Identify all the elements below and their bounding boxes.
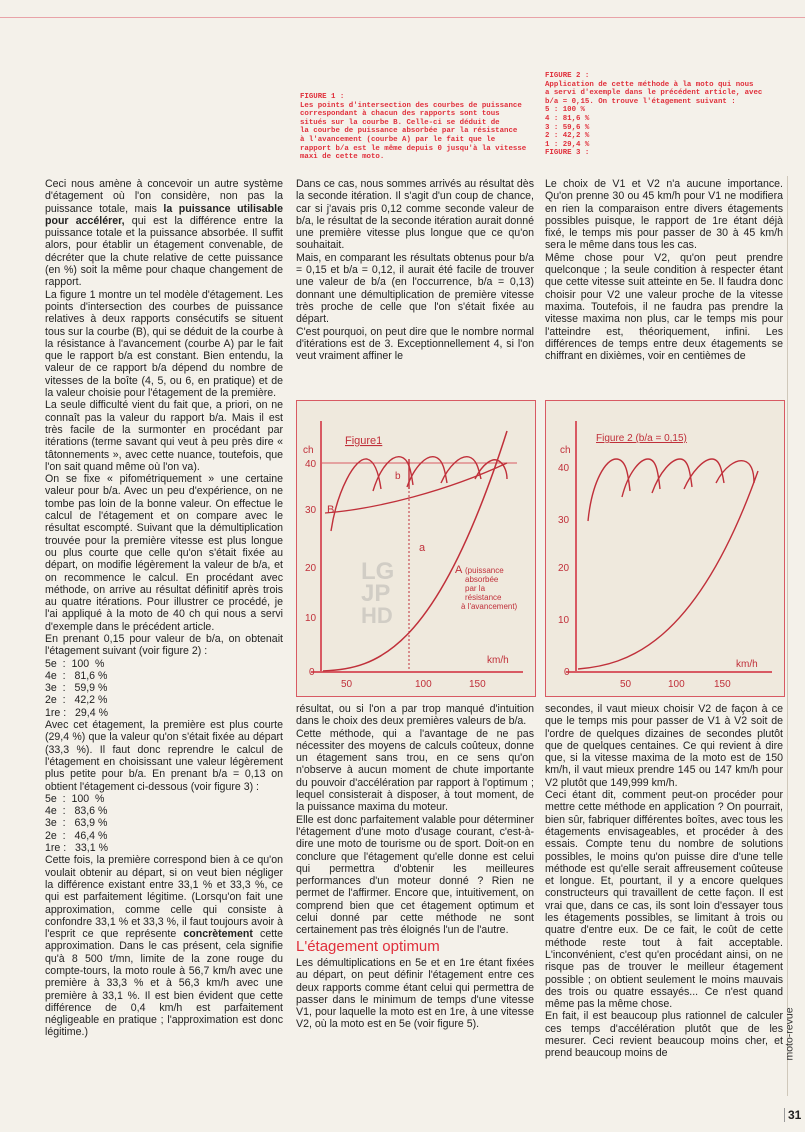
figure1-box bbox=[296, 400, 536, 697]
figure2-ytick-40: 40 bbox=[558, 463, 570, 474]
col3-paragraph-1: Le choix de V1 et V2 n'a aucune importance. Qu'on prenne 30 ou 45 km/h pour V1 ne modifiera en rien la comparaison entre divers étagements possibles puisque, le rapport de 1re étant déjà fixé, le temps mis pour passer de 30 à 45 km/h sera le même dans tous les cas. bbox=[545, 178, 783, 252]
col3-paragraph-3: secondes, il vaut mieux choisir V2 de façon à ce que le temps mis pour passer de V1 à V2 soit de l'ordre de quelques dizaines de secondes plutôt que de quelques centaines. Ce qui revient à dire que, si la vitesse maxima de la moto est de 150 km/h, il vaut mieux prendre 145 ou 147 km/h pour V2 plutôt que 149,999 km/h. bbox=[545, 703, 783, 789]
column-2-bottom bbox=[296, 703, 534, 1031]
column-3-top bbox=[545, 178, 783, 362]
figure2-y-unit: ch bbox=[560, 445, 571, 456]
figure1-ytick-20: 20 bbox=[305, 563, 317, 574]
col1-paragraph-6: Avec cet étagement, la première est plus courte (29,4 %) que la valeur qu'on s'était fixée au départ (33,3 %). Il faut donc reprendre le calcul de l'étagement en choisissant une valeur légèrement plus petite pour b/a. En prenant b/a = 0,13 on obtient l'étagement ci-dessous (voir figure 3) : bbox=[45, 719, 283, 793]
col2-paragraph-1: Dans ce cas, nous sommes arrivés au résultat dès la seconde itération. Il s'agit d'un coup de chance, car si j'avais pris 0,12 comme seconde valeur de b/a, le résultat de la seconde itération aurait donné une première vitesse plus longue que ce qu'on souhaitait. bbox=[296, 178, 534, 252]
col1-paragraph-5: En prenant 0,15 pour valeur de b/a, on obtenait l'étagement suivant (voir figure 2) : bbox=[45, 632, 283, 658]
figure2-ytick-0: 0 bbox=[564, 667, 570, 678]
col2-paragraph-6: Elle est donc parfaitement valable pour déterminer l'étagement d'une moto d'usage courant, c'est-à-dire une moto de tourisme ou de sport. Doit-on en conclure que l'étagement qu'elle donne est celui qui permettra d'obtenir les meilleures performances d'un moteur donné ? Rien ne permet de l'affirmer. Encore que, intuitivement, on comprend bien que cet étagement optimum et celui donné par cette méthode ne sont certainement pas très éloignés l'un de l'autre. bbox=[296, 813, 534, 937]
figure1-label-a: a bbox=[419, 542, 426, 554]
col3-paragraph-5: En fait, il est beaucoup plus rationnel de calculer ces temps d'accélération plutôt que de les mesurer. Ceci revient beaucoup moins cher, et prend beaucoup moins de bbox=[545, 1010, 783, 1060]
figure1-xtick-50: 50 bbox=[341, 679, 353, 690]
figure2-xtick-50: 50 bbox=[620, 679, 632, 690]
column-3-bottom bbox=[545, 703, 783, 1060]
figure1-title: Figure1 bbox=[345, 435, 383, 447]
gear-list-1: 5e : 100 % 4e : 81,6 % 3e : 59,9 % 2e : 42,2 % 1re : 29,4 % bbox=[45, 657, 109, 719]
figure1-watermark bbox=[361, 558, 394, 628]
figure1-label-A: A bbox=[455, 564, 463, 576]
figure1-annotation-line-2: absorbée bbox=[465, 575, 499, 584]
figure1-chart bbox=[297, 401, 535, 696]
figure1-curve-A bbox=[323, 431, 507, 671]
col2-paragraph-3: C'est pourquoi, on peut dire que le nombre normal d'itérations est de 3. Exceptionnellement 4, si l'on veut vraiment affiner le bbox=[296, 325, 534, 363]
top-rule bbox=[0, 17, 805, 18]
figure2-ytick-20: 20 bbox=[558, 563, 570, 574]
figure1-y-unit: ch bbox=[303, 445, 314, 456]
col1-paragraph-7: Cette fois, la première correspond bien à ce qu'on voulait obtenir au départ, si on veut bien négliger la différence existant entre 33,1 % et 33,3 %, ce qui est parfaitement légitime. (Lorsqu'on fait une approximation, comme celle qui consiste à confondre 33,1 % et 33,3 %, il faut toujours avoir à l'esprit ce que représente concrètement cette approximation. Dans le cas présent, cela signifie qu'à 8 500 t/mn, limite de la zone rouge du compte-tours, la moto roule à 56,7 km/h avec une première à 33,3 % et à 56,3 km/h avec une première à 33,1 %. Il est bien évident que cette différence de 0,4 km/h est parfaitement négligeable en pratique ; l'approximation est donc légitime.) bbox=[45, 854, 283, 1039]
section-heading: L'étagement optimum bbox=[296, 937, 440, 955]
figure2-ytick-30: 30 bbox=[558, 515, 570, 526]
page-number: 31 bbox=[784, 1108, 805, 1122]
col2-paragraph-7: Les démultiplications en 5e et en 1re étant fixées au départ, on peut définir l'étagement entre ces deux rapports comme étant celui qui permettra de passer dans le minimum de temps d'une vitesse V1, pour laquelle la moto est en 1re, à une vitesse V2, où la moto est en 5e (voir figure 5). bbox=[296, 956, 534, 1031]
figure1-label-B: B bbox=[327, 504, 335, 516]
figure1-annotation-line-4: résistance bbox=[465, 593, 502, 602]
figure1-ytick-0: 0 bbox=[309, 667, 315, 678]
figure1-annotation-line-3: par la bbox=[465, 584, 486, 593]
col3-paragraph-2: Même chose pour V2, qu'on peut prendre quelconque ; la seule condition à respecter étant que cette vitesse suit atteinte en 5e. Il faudra donc choisir pour V2 une valeur proche de la vitesse maxima. Toutefois, il ne faudra pas prendre la vitesse maxima non plus, car le temps mis pour l'atteindre est, théoriquement, infini. Les différences de temps entre deux étagements se chiffrant en dixièmes, voir en centièmes de bbox=[545, 251, 783, 363]
figure1-ytick-10: 10 bbox=[305, 613, 317, 624]
figure2-caption: FIGURE 2 : Application de cette méthode à la moto qui nous a servi d'exemple dans le précédent article, avec b/a = 0,15. On trouve l'étagement suivant : 5 : 100 % 4 : 81,6 % 3 : 59,6 % 2 : 42,2 % 1 : 29,4 % FIGURE 3 : bbox=[545, 72, 763, 158]
col1-paragraph-3: La seule difficulté vient du fait que, a priori, on ne connaît pas la valeur du rapport b/a. Mais il est très facile de la surmonter en procédant par itérations (terme savant qui veut à peu près dire « tâtonnements », avec cette nuance, toutefois, que l'on sait quand même où l'on va). bbox=[45, 399, 283, 473]
figure1-x-unit: km/h bbox=[487, 655, 509, 666]
svg-text:JP: JP bbox=[361, 580, 391, 607]
column-2-top bbox=[296, 178, 534, 362]
magazine-side-label: moto-revue bbox=[783, 1007, 796, 1061]
figure1-annotation-line-5: à l'avancement) bbox=[461, 602, 518, 611]
col2-paragraph-2: Mais, en comparant les résultats obtenus pour b/a = 0,15 et b/a = 0,12, il aurait été facile de trouver une valeur de b/a (en l'occurrence, b/a = 0,13) donnant une démultiplication de première vitesse très proche de celle que l'on s'était fixée au départ. bbox=[296, 251, 534, 326]
margin-rule bbox=[787, 176, 788, 1096]
figure1-annotation-line-1: (puissance bbox=[465, 566, 504, 575]
col1-paragraph-4: On se fixe « pifométriquement » une certaine valeur pour b/a. Avec un peu d'expérience, on ne tombe pas loin de la bonne valeur. On effectue le calcul de l'étagement et on compare avec le résultat escompté. Suivant que la démultiplication trouvée pour la première vitesse est plus longue ou plus courte que celle qu'on s'était fixée au départ, on modifie légèrement la valeur de b/a, et on recommence le calcul. En procédant avec méthode, on arrive au résultat définitif après trois au quatre itérations. Pour illustrer ce procédé, je l'ai appliqué à la moto de 40 ch qui nous a servi d'exemple dans le précédent article. bbox=[45, 473, 283, 633]
figure1-ytick-40: 40 bbox=[305, 459, 317, 470]
figure1-caption: FIGURE 1 : Les points d'intersection des courbes de puissance correspondant à chacun des rapports sont tous situés sur la courbe B. Celle-ci se déduit de la courbe de puissance absorbée par la résistance à l'avancement (courbe A) par le fait que le rapport b/a est le même depuis 0 jusqu'à la vitesse maxi de cette moto. bbox=[300, 93, 527, 162]
col1-paragraph-1: Ceci nous amène à concevoir un autre système d'étagement où l'on considère, non pas la puissance totale, mais la puissance utilisable pour accélérer, qui est la différence entre la puissance totale et la puissance absorbée. Il suffit alors, pour établir un étagement convenable, de décréter que la chute relative de cette puissance (en %) soit la même pour chaque changement de rapport. bbox=[45, 178, 283, 289]
figure1-ytick-30: 30 bbox=[305, 505, 317, 516]
svg-text:HD: HD bbox=[361, 603, 393, 628]
figure2-chart bbox=[546, 401, 784, 696]
col2-paragraph-4: résultat, ou si l'on a par trop manqué d'intuition dans le choix des deux premières valeurs de b/a. bbox=[296, 703, 534, 728]
svg-text:LG: LG bbox=[361, 558, 395, 585]
figure2-title: Figure 2 (b/a = 0,15) bbox=[596, 433, 687, 444]
figure1-xtick-150: 150 bbox=[469, 679, 486, 690]
figure2-xtick-100: 100 bbox=[668, 679, 685, 690]
figure2-ytick-10: 10 bbox=[558, 615, 570, 626]
col1-paragraph-2: La figure 1 montre un tel modèle d'étagement. Les points d'intersection des courbes de puissance relatives à deux rapports consécutifs se situent tous sur la courbe (B), qui se déduit de la courbe à la résistance à l'avancement (courbe A) par le fait que le rapport b/a est constant. Bien entendu, la valeur de ce rapport b/a dépend du nombre de vitesses de la boîte (4, 5, ou 6, en pratique) et de la valeur choisie pour l'étagement de la première. bbox=[45, 288, 283, 400]
figure1-power-curve-1 bbox=[331, 459, 381, 531]
figure2-curve-absorbed bbox=[578, 471, 758, 669]
figure1-label-b: b bbox=[395, 471, 401, 482]
figure2-xtick-150: 150 bbox=[714, 679, 731, 690]
col2-paragraph-5: Cette méthode, qui a l'avantage de ne pas nécessiter des moyens de calculs coûteux, donne un étagement sans trou, en ce sens qu'on n'observe à aucun moment de chute importante du pouvoir d'accélération par rapport à l'optimum ; lequel consisterait à disposer, à tout moment, de la puissance maxima du moteur. bbox=[296, 727, 534, 814]
figure1-xtick-100: 100 bbox=[415, 679, 432, 690]
col3-paragraph-4: Ceci étant dit, comment peut-on procéder pour mettre cette méthode en application ? On pourrait, bien sûr, fabriquer différentes boîtes, avec tous les étagements envisageables, et procéder à des essais. Compte tenu du nombre de solutions possibles, le moins qu'on puisse dire d'une telle méthode est qu'elle serait affreusement coûteuse et longue. Et, pourtant, il y a encore quelques constructeurs qui travaillent de cette façon. Il est vrai que, dans ce cas, ils sont loin d'essayer tous les étagements possibles, se limitant à trois ou quatre d'entre eux. De ce fait, le coût de cette méthode reste tout à fait acceptable. L'inconvénient, c'est qu'en procédant ainsi, on ne risque pas de trouver le meilleur étagement possible ; on obtient seulement le moins mauvais des trois ou quatre essayés... Ce n'est quand même pas la même chose. bbox=[545, 789, 783, 1011]
figure2-box bbox=[545, 400, 785, 697]
column-1 bbox=[45, 178, 283, 1039]
gear-list-2: 5e : 100 % 4e : 83,6 % 3e : 63,9 % 2e : 46,4 % 1re : 33,1 % bbox=[45, 792, 109, 855]
figure2-x-unit: km/h bbox=[736, 659, 758, 670]
